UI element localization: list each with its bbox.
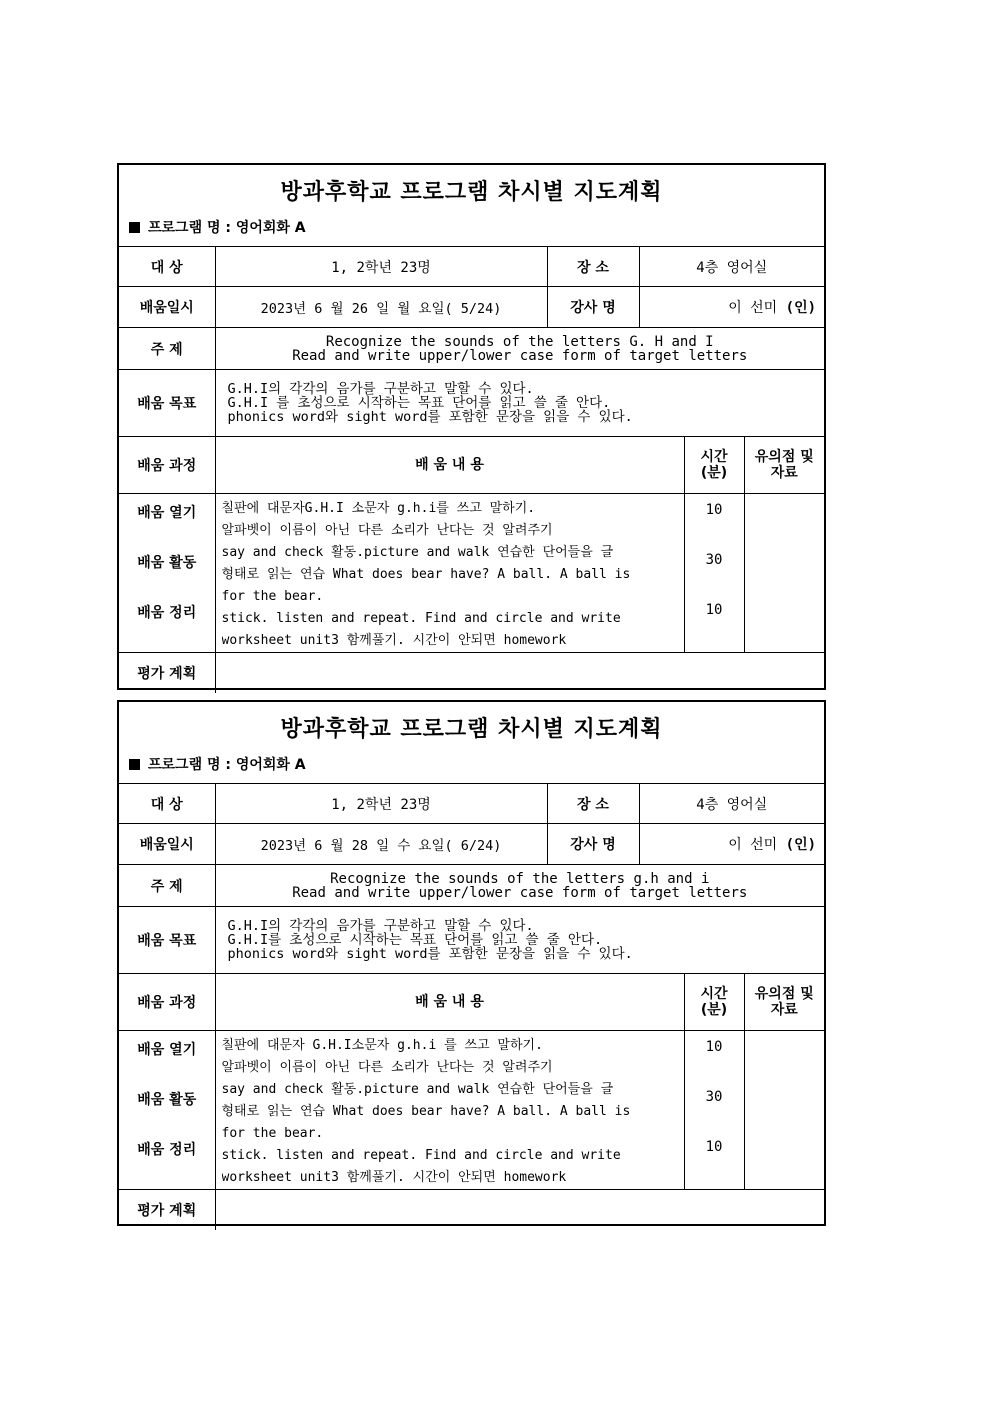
notes-header-line: 유의점 및 xyxy=(754,449,814,465)
target-value: 1, 2학년 23명 xyxy=(215,247,547,287)
lesson-plan-sheet-2 xyxy=(117,700,826,1226)
time-open: 10 xyxy=(705,502,723,518)
time-header-line: (분) xyxy=(700,465,728,481)
notes-header xyxy=(744,437,824,494)
program-name-row xyxy=(129,217,306,237)
plan-title: 방과후학교 프로그램 차시별 지도계획 xyxy=(280,716,663,742)
time-close: 10 xyxy=(705,1139,723,1155)
place-value: 4층 영어실 xyxy=(639,247,824,287)
content-line: 형태로 읽는 연습 What does bear have? A ball. A ball is xyxy=(221,567,631,582)
time-header xyxy=(684,974,744,1031)
stage-column xyxy=(119,1031,215,1190)
notes-cell xyxy=(744,1031,824,1190)
topic-line: Read and write upper/lower case form of target letters xyxy=(292,884,748,901)
content-line: worksheet unit3 함께풀기. 시간이 안되면 homework xyxy=(221,1170,567,1185)
stage-open: 배움 열기 xyxy=(137,505,197,521)
time-column xyxy=(684,1031,744,1190)
program-name-row xyxy=(129,754,306,774)
time-close: 10 xyxy=(705,602,723,618)
time-activity: 30 xyxy=(705,1089,723,1105)
notes-header xyxy=(744,974,824,1031)
stage-open: 배움 열기 xyxy=(137,1042,197,1058)
content-line: 알파벳이 이름이 아닌 다른 소리가 난다는 것 알려주기 xyxy=(221,1060,553,1075)
place-value: 4층 영어실 xyxy=(639,784,824,824)
notes-header-line: 유의점 및 xyxy=(754,986,814,1002)
lesson-content xyxy=(215,494,684,653)
evaluation-value xyxy=(215,653,824,693)
topic-value xyxy=(215,328,824,370)
program-name: 프로그램 명 : 영어회화 A xyxy=(148,757,306,773)
process-label: 배움 과정 xyxy=(119,437,215,494)
target-label: 대 상 xyxy=(119,784,215,824)
notes-header-line: 자료 xyxy=(770,1002,798,1018)
teacher-name: 이 선미 xyxy=(728,837,778,853)
evaluation-label: 평가 계획 xyxy=(119,1190,215,1230)
time-header xyxy=(684,437,744,494)
topic-line: Read and write upper/lower case form of target letters xyxy=(292,347,748,364)
goal-value xyxy=(215,370,824,437)
time-open: 10 xyxy=(705,1039,723,1055)
topic-label: 주 제 xyxy=(119,328,215,370)
lesson-content xyxy=(215,1031,684,1190)
goal-label: 배움 목표 xyxy=(119,370,215,437)
topic-value xyxy=(215,865,824,907)
content-line: say and check 활동.picture and walk 연습한 단어들을 글 xyxy=(221,545,614,560)
evaluation-value xyxy=(215,1190,824,1230)
teacher-seal: (인) xyxy=(785,300,817,316)
topic-label: 주 제 xyxy=(119,865,215,907)
topic-line: Recognize the sounds of the letters G. H and I xyxy=(325,333,714,350)
stage-activity: 배움 활동 xyxy=(137,555,197,571)
time-header-line: 시간 xyxy=(700,986,728,1002)
date-value: 2023년 6 월 28 일 수 요일( 6/24) xyxy=(215,824,547,865)
goal-line: phonics word와 sight word를 포함한 문장을 읽을 수 있다. xyxy=(227,409,633,425)
plan-title: 방과후학교 프로그램 차시별 지도계획 xyxy=(280,179,663,205)
lesson-plan-table xyxy=(119,783,824,1230)
time-activity: 30 xyxy=(705,552,723,568)
time-header-line: (분) xyxy=(700,1002,728,1018)
teacher-seal: (인) xyxy=(785,837,817,853)
date-label: 배움일시 xyxy=(119,287,215,328)
target-label: 대 상 xyxy=(119,247,215,287)
target-value: 1, 2학년 23명 xyxy=(215,784,547,824)
content-line: 칠판에 대문자G.H.I 소문자 g.h.i를 쓰고 말하기. xyxy=(221,501,536,516)
goal-line: G.H.I를 초성으로 시작하는 목표 단어를 읽고 쓸 줄 안다. xyxy=(227,932,603,948)
stage-activity: 배움 활동 xyxy=(137,1092,197,1108)
content-header: 배 움 내 용 xyxy=(215,974,684,1031)
content-line: stick. listen and repeat. Find and circle and write xyxy=(221,611,621,626)
program-name: 프로그램 명 : 영어회화 A xyxy=(148,220,306,236)
content-line: worksheet unit3 함께풀기. 시간이 안되면 homework xyxy=(221,633,567,648)
lesson-plan-table xyxy=(119,246,824,693)
content-line: 알파벳이 이름이 아닌 다른 소리가 난다는 것 알려주기 xyxy=(221,523,553,538)
black-square-icon xyxy=(129,759,140,770)
content-header: 배 움 내 용 xyxy=(215,437,684,494)
time-column xyxy=(684,494,744,653)
teacher-label: 강사 명 xyxy=(547,287,639,328)
content-line: for the bear. xyxy=(221,1126,324,1141)
lesson-plan-sheet-1 xyxy=(117,163,826,690)
stage-close: 배움 정리 xyxy=(137,1142,197,1158)
teacher-name: 이 선미 xyxy=(728,300,778,316)
place-label: 장 소 xyxy=(547,247,639,287)
goal-label: 배움 목표 xyxy=(119,907,215,974)
notes-header-line: 자료 xyxy=(770,465,798,481)
content-line: say and check 활동.picture and walk 연습한 단어들을 글 xyxy=(221,1082,614,1097)
content-line: stick. listen and repeat. Find and circle and write xyxy=(221,1148,621,1163)
date-label: 배움일시 xyxy=(119,824,215,865)
goal-line: G.H.I 를 초성으로 시작하는 목표 단어를 읽고 쓸 줄 안다. xyxy=(227,395,611,411)
evaluation-label: 평가 계획 xyxy=(119,653,215,693)
date-value: 2023년 6 월 26 일 월 요일( 5/24) xyxy=(215,287,547,328)
place-label: 장 소 xyxy=(547,784,639,824)
goal-line: G.H.I의 각각의 음가를 구분하고 말할 수 있다. xyxy=(227,918,534,934)
topic-line: Recognize the sounds of the letters g.h and i xyxy=(330,870,710,887)
teacher-label: 강사 명 xyxy=(547,824,639,865)
goal-line: G.H.I의 각각의 음가를 구분하고 말할 수 있다. xyxy=(227,381,534,397)
process-label: 배움 과정 xyxy=(119,974,215,1031)
stage-close: 배움 정리 xyxy=(137,605,197,621)
content-line: 형태로 읽는 연습 What does bear have? A ball. A ball is xyxy=(221,1104,631,1119)
notes-cell xyxy=(744,494,824,653)
teacher-value xyxy=(639,824,824,865)
content-line: for the bear. xyxy=(221,589,324,604)
black-square-icon xyxy=(129,222,140,233)
content-line: 칠판에 대문자 G.H.I소문자 g.h.i 를 쓰고 말하기. xyxy=(221,1038,543,1053)
goal-value xyxy=(215,907,824,974)
stage-column xyxy=(119,494,215,653)
time-header-line: 시간 xyxy=(700,449,728,465)
teacher-value xyxy=(639,287,824,328)
goal-line: phonics word와 sight word를 포함한 문장을 읽을 수 있다. xyxy=(227,946,633,962)
